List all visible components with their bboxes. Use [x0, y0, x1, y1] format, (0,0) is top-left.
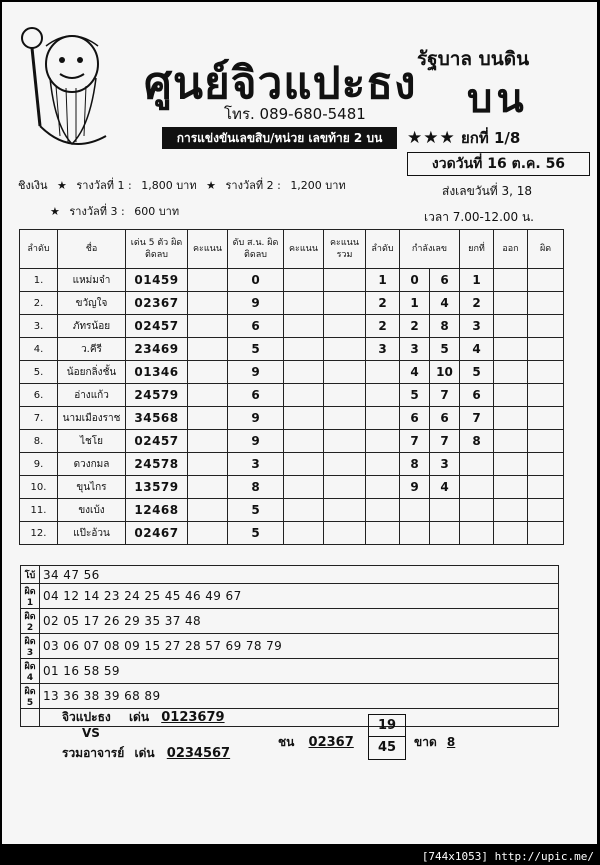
miss-row: [21, 684, 559, 709]
row-miss: [528, 430, 564, 453]
miss-values: 01 16 58 59: [40, 659, 559, 684]
row-cut: 0: [228, 269, 284, 292]
row-out: [494, 522, 528, 545]
row-cut: 5: [228, 338, 284, 361]
row-round: [460, 522, 494, 545]
row-power-a: 9: [400, 476, 430, 499]
table-row: [20, 453, 564, 476]
row-power-b: 4: [430, 292, 460, 315]
row-no: 10.: [20, 476, 58, 499]
row-power-b: [430, 522, 460, 545]
header-rank: ลำดับ: [366, 230, 400, 269]
row-name: อ่างแก้ว: [58, 384, 126, 407]
row-score2: [284, 476, 324, 499]
table-row: [20, 522, 564, 545]
row-score2: [284, 315, 324, 338]
miss-values: 13 36 38 39 68 89: [40, 684, 559, 709]
header-score1: คะแนน: [188, 230, 228, 269]
table-row: [20, 476, 564, 499]
miss-label: [21, 709, 40, 727]
team-1-play-label: เด่น: [128, 710, 150, 724]
row-name: แหม่มจ๋า: [58, 269, 126, 292]
row-total: [324, 476, 366, 499]
row-bet5: 13579: [126, 476, 188, 499]
team-1-name: จิวแปะธง: [62, 710, 111, 724]
row-round: [460, 499, 494, 522]
miss-row: [21, 609, 559, 634]
row-round: 1: [460, 269, 494, 292]
team-2-play-label: เด่น: [134, 746, 155, 760]
miss-row: [21, 659, 559, 684]
row-score1: [188, 292, 228, 315]
prize-2-value: 1,200 บาท: [290, 179, 346, 192]
row-power-b: 3: [430, 453, 460, 476]
table-row: [20, 384, 564, 407]
row-bet5: 34568: [126, 407, 188, 430]
miss-values: 34 47 56: [40, 566, 559, 584]
table-header-row: [20, 230, 564, 269]
row-power-b: 6: [430, 269, 460, 292]
row-rank: 1: [366, 269, 400, 292]
row-total: [324, 407, 366, 430]
miss-label: ผิด 1: [21, 584, 40, 609]
row-power-b: 7: [430, 430, 460, 453]
sheet: [2, 2, 597, 844]
row-round: 4: [460, 338, 494, 361]
row-power-b: 6: [430, 407, 460, 430]
time-window: เวลา 7.00-12.00 น.: [424, 210, 534, 224]
header-miss: ผิด: [528, 230, 564, 269]
row-total: [324, 315, 366, 338]
row-cut: 9: [228, 361, 284, 384]
row-out: [494, 315, 528, 338]
miss-label: ผิด 5: [21, 684, 40, 709]
send-date: ส่งเลขวันที่ 3, 18: [442, 184, 533, 198]
row-name: ภัทรน้อย: [58, 315, 126, 338]
row-round: 2: [460, 292, 494, 315]
row-round: 6: [460, 384, 494, 407]
row-cut: 9: [228, 407, 284, 430]
row-bet5: 24579: [126, 384, 188, 407]
row-score2: [284, 453, 324, 476]
row-bet5: 12468: [126, 499, 188, 522]
row-name: ขงเบ้ง: [58, 499, 126, 522]
row-total: [324, 453, 366, 476]
row-round: [460, 476, 494, 499]
prize-3-value: 600 บาท: [134, 205, 180, 218]
image-host-caption: [744x1053] http://upic.me/: [421, 850, 594, 863]
row-score1: [188, 338, 228, 361]
row-rank: [366, 499, 400, 522]
row-out: [494, 361, 528, 384]
row-out: [494, 292, 528, 315]
win-number: 02367: [308, 735, 354, 750]
row-rank: [366, 430, 400, 453]
row-score1: [188, 522, 228, 545]
row-total: [324, 361, 366, 384]
row-score1: [188, 384, 228, 407]
row-total: [324, 384, 366, 407]
row-rank: 2: [366, 292, 400, 315]
row-round: [460, 453, 494, 476]
row-power-a: 5: [400, 384, 430, 407]
miss-label: โบ้: [21, 566, 40, 584]
row-score2: [284, 338, 324, 361]
miss-row: [21, 566, 559, 584]
row-power-b: [430, 499, 460, 522]
prize-1-label: รางวัลที่ 1 :: [76, 179, 132, 192]
row-out: [494, 269, 528, 292]
table-row: [20, 315, 564, 338]
lack-label: ขาด: [414, 735, 437, 749]
row-score1: [188, 315, 228, 338]
row-miss: [528, 453, 564, 476]
row-cut: 5: [228, 522, 284, 545]
row-score1: [188, 407, 228, 430]
row-bet5: 01346: [126, 361, 188, 384]
miss-label: ผิด 4: [21, 659, 40, 684]
row-name: น้อยกลิ่งชั้น: [58, 361, 126, 384]
row-out: [494, 407, 528, 430]
row-miss: [528, 384, 564, 407]
miss-label: ผิด 2: [21, 609, 40, 634]
miss-values: 03 06 07 08 09 15 27 28 57 69 78 79: [40, 634, 559, 659]
row-rank: [366, 361, 400, 384]
team-2-name: รวมอาจารย์: [62, 746, 125, 760]
miss-row: [21, 634, 559, 659]
competition-banner: การแข่งขันเลขสิบ/หน่วย เลขท้าย 2 บน: [162, 127, 397, 149]
row-out: [494, 430, 528, 453]
row-bet5: 02467: [126, 522, 188, 545]
header-power: กำลังเลข: [400, 230, 460, 269]
row-cut: 6: [228, 315, 284, 338]
row-score2: [284, 499, 324, 522]
row-name: ไชโย: [58, 430, 126, 453]
row-score2: [284, 269, 324, 292]
row-cut: 8: [228, 476, 284, 499]
row-name: ขุนไกร: [58, 476, 126, 499]
row-total: [324, 499, 366, 522]
bon-big-label: บน: [467, 76, 528, 122]
prizes-line-2: [50, 202, 185, 220]
row-score1: [188, 430, 228, 453]
miss-row: [21, 584, 559, 609]
row-power-a: [400, 522, 430, 545]
miss-label: ผิด 3: [21, 634, 40, 659]
star-icon: ★: [206, 179, 216, 192]
header-name: ชื่อ: [58, 230, 126, 269]
row-total: [324, 338, 366, 361]
row-bet5: 02367: [126, 292, 188, 315]
row-power-a: 3: [400, 338, 430, 361]
row-no: 9.: [20, 453, 58, 476]
row-name: นามเมืองราช: [58, 407, 126, 430]
row-cut: 6: [228, 384, 284, 407]
prize-1-value: 1,800 บาท: [141, 179, 197, 192]
lack-line: [414, 733, 467, 752]
row-bet5: 02457: [126, 315, 188, 338]
miss-values: 04 12 14 23 24 25 45 46 49 67: [40, 584, 559, 609]
row-rank: 3: [366, 338, 400, 361]
table-row: [20, 269, 564, 292]
row-power-a: 0: [400, 269, 430, 292]
row-no: 4.: [20, 338, 58, 361]
row-miss: [528, 269, 564, 292]
row-no: 11.: [20, 499, 58, 522]
row-rank: [366, 522, 400, 545]
row-name: ขวัญใจ: [58, 292, 126, 315]
miss-table: [20, 565, 559, 727]
row-score2: [284, 361, 324, 384]
team-1-line: [62, 708, 225, 727]
row-round: 3: [460, 315, 494, 338]
row-total: [324, 430, 366, 453]
old-man-mascot-icon: [10, 16, 120, 156]
row-score1: [188, 361, 228, 384]
row-power-b: 7: [430, 384, 460, 407]
table-row: [20, 361, 564, 384]
row-rank: [366, 476, 400, 499]
team-1-number: 0123679: [161, 710, 225, 725]
round-indicator: [407, 126, 520, 150]
row-bet5: 02457: [126, 430, 188, 453]
row-out: [494, 499, 528, 522]
row-cut: 9: [228, 292, 284, 315]
row-power-b: 5: [430, 338, 460, 361]
row-power-a: 6: [400, 407, 430, 430]
prize-lead: ชิงเงิน: [18, 179, 48, 192]
row-miss: [528, 407, 564, 430]
row-miss: [528, 292, 564, 315]
row-out: [494, 476, 528, 499]
row-miss: [528, 315, 564, 338]
table-row: [20, 407, 564, 430]
header-total: คะแนน รวม: [324, 230, 366, 269]
row-out: [494, 384, 528, 407]
row-miss: [528, 476, 564, 499]
table-row: [20, 338, 564, 361]
row-name: ว.คีรี: [58, 338, 126, 361]
prize-3-label: รางวัลที่ 3 :: [69, 205, 125, 218]
row-no: 3.: [20, 315, 58, 338]
lack-number: 8: [446, 735, 456, 749]
phone-number: โทร. 089-680-5481: [224, 105, 366, 123]
row-bet5: 24578: [126, 453, 188, 476]
win-label: ชน: [278, 735, 295, 749]
row-round: 5: [460, 361, 494, 384]
table-row: [20, 430, 564, 453]
row-no: 5.: [20, 361, 58, 384]
row-out: [494, 453, 528, 476]
round-label: ยกที่ 1/8: [460, 129, 521, 147]
row-no: 6.: [20, 384, 58, 407]
header-no: ลำดับ: [20, 230, 58, 269]
row-total: [324, 292, 366, 315]
row-rank: 2: [366, 315, 400, 338]
star-icon: ★: [57, 179, 67, 192]
team-2-line: [62, 744, 230, 763]
table-row: [20, 292, 564, 315]
row-score1: [188, 453, 228, 476]
row-power-b: 10: [430, 361, 460, 384]
row-power-a: 8: [400, 453, 430, 476]
winner-line: [278, 733, 354, 752]
header-score2: คะแนน: [284, 230, 324, 269]
row-round: 7: [460, 407, 494, 430]
row-total: [324, 522, 366, 545]
row-total: [324, 269, 366, 292]
row-power-b: 4: [430, 476, 460, 499]
row-power-a: 2: [400, 315, 430, 338]
row-miss: [528, 338, 564, 361]
row-bet5: 01459: [126, 269, 188, 292]
row-cut: 5: [228, 499, 284, 522]
row-cut: 3: [228, 453, 284, 476]
row-name: แป๊ะอ้วน: [58, 522, 126, 545]
row-power-a: 1: [400, 292, 430, 315]
row-power-a: [400, 499, 430, 522]
miss-values: 02 05 17 26 29 35 37 48: [40, 609, 559, 634]
row-score2: [284, 522, 324, 545]
brand-title: ศูนย์จิวแปะธง: [144, 58, 417, 109]
row-no: 1.: [20, 269, 58, 292]
row-rank: [366, 407, 400, 430]
row-no: 12.: [20, 522, 58, 545]
row-score2: [284, 430, 324, 453]
fraction-bottom: 45: [377, 740, 397, 755]
table-row: [20, 499, 564, 522]
contestants-table: [19, 229, 564, 545]
row-score1: [188, 269, 228, 292]
row-out: [494, 338, 528, 361]
header-out: ออก: [494, 230, 528, 269]
vs-label: VS: [82, 726, 100, 740]
row-score2: [284, 292, 324, 315]
row-score1: [188, 476, 228, 499]
row-score1: [188, 499, 228, 522]
row-cut: 9: [228, 430, 284, 453]
row-rank: [366, 453, 400, 476]
star-icon: ★: [50, 205, 60, 218]
header-bet5: เด่น 5 ตัว ผิดติดลบ: [126, 230, 188, 269]
header-round: ยกที่: [460, 230, 494, 269]
row-no: 2.: [20, 292, 58, 315]
government-label: รัฐบาล บนดิน: [417, 48, 530, 70]
row-no: 7.: [20, 407, 58, 430]
prizes-line-1: [18, 176, 352, 194]
score-fraction: [368, 714, 406, 760]
row-score2: [284, 407, 324, 430]
header-cut: ดับ ส.น. ผิดติดลบ: [228, 230, 284, 269]
row-name: ดวงกมล: [58, 453, 126, 476]
row-no: 8.: [20, 430, 58, 453]
row-rank: [366, 384, 400, 407]
row-miss: [528, 499, 564, 522]
row-power-a: 4: [400, 361, 430, 384]
row-round: 8: [460, 430, 494, 453]
team-2-number: 0234567: [166, 746, 231, 761]
row-power-a: 7: [400, 430, 430, 453]
row-score2: [284, 384, 324, 407]
row-miss: [528, 522, 564, 545]
fraction-top: 19: [369, 715, 405, 737]
prize-2-label: รางวัลที่ 2 :: [225, 179, 281, 192]
row-power-b: 8: [430, 315, 460, 338]
row-miss: [528, 361, 564, 384]
draw-date: งวดวันที่ 16 ต.ค. 56: [407, 152, 590, 176]
stars-icon: ★★★: [407, 128, 456, 148]
row-bet5: 23469: [126, 338, 188, 361]
